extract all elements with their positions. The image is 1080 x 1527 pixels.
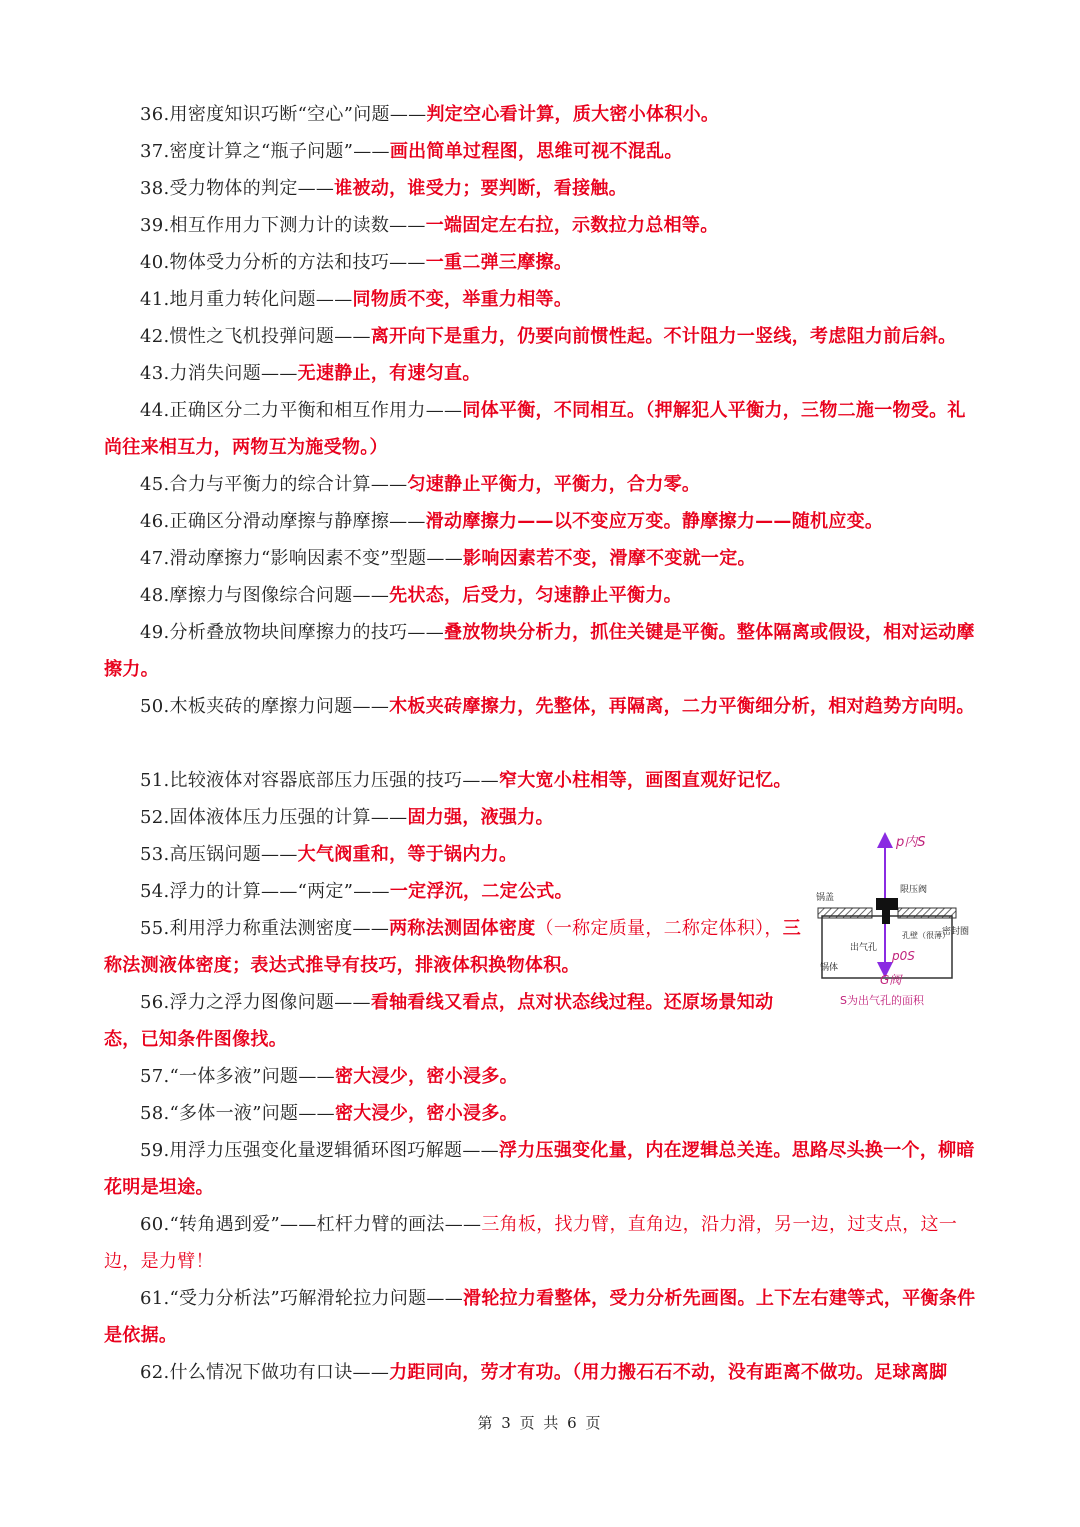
label-body: 锅体: [820, 963, 839, 973]
label-valve: 限压阀: [900, 885, 928, 895]
list-item-60: 60.“转角遇到爱”——杠杆力臂的画法——三角板，找力臂，直角边，沿力滑，另一边，过支点，这一边，是力臂！: [104, 1214, 958, 1272]
list-item-36: 36.用密度知识巧断“空心”问题——判定空心看计算，质大密小体积小。: [140, 104, 720, 125]
label-outlet: 出气孔: [850, 943, 878, 953]
pressure-cooker-diagram: [812, 828, 982, 1013]
list-item-56: 56.浮力之浮力图像问题——看轴看线又看点，点对状态线过程。还原场景知动态，已知条件图像找。: [104, 992, 774, 1050]
list-item-43: 43.力消失问题——无速静止，有速匀直。: [140, 363, 481, 384]
list-item-40: 40.物体受力分析的方法和技巧——一重二弹三摩擦。: [140, 252, 573, 273]
list-item-55: 55.利用浮力称重法测密度——两称法测固体密度（一称定质量，二称定体积），三称法测液体密度；表达式推导有技巧，排液体积换物体积。: [104, 918, 802, 976]
page-footer: 第 3 页 共 6 页: [477, 1414, 603, 1432]
label-seal: 密封圈: [942, 927, 970, 937]
label-lid: 锅盖: [816, 893, 835, 903]
list-item-62: 62.什么情况下做功有口诀——力距同向，劳才有功。（用力搬石石不动，没有距离不做功。足球离脚: [140, 1362, 948, 1383]
list-item-39: 39.相互作用力下测力计的读数——一端固定左右拉，示数拉力总相等。: [140, 215, 719, 236]
cooker-body: [822, 916, 952, 978]
list-item-53: 53.高压锅问题——大气阀重和，等于锅内力。: [140, 844, 518, 865]
list-item-52: 52.固体液体压力压强的计算——固力强，液强力。: [140, 807, 554, 828]
list-item-49: 49.分析叠放物块间摩擦力的技巧——叠放物块分析力，抓住关键是平衡。整体隔离或假设，相对运动摩擦力。: [104, 622, 975, 680]
list-item-45: 45.合力与平衡力的综合计算——匀速静止平衡力，平衡力，合力零。: [140, 474, 701, 495]
list-item-48: 48.摩擦力与图像综合问题——先状态，后受力，匀速静止平衡力。: [140, 585, 682, 606]
list-item-61: 61.“受力分析法”巧解滑轮拉力问题——滑轮拉力看整体，受力分析先画图。上下左右建等式，平衡条件是依据。: [104, 1288, 976, 1346]
list-item-41: 41.地月重力转化问题——同物质不变，举重力相等。: [140, 289, 573, 310]
list-item-42: 42.惯性之飞机投弹问题——离开向下是重力，仍要向前惯性起。不计阻力一竖线，考虑阻力前后斜。: [140, 326, 957, 347]
list-item-44: 44.正确区分二力平衡和相互作用力——同体平衡，不同相互。（押解犯人平衡力，三物二施一物受。礼尚往来相互力，两物互为施受物。）: [104, 400, 966, 458]
label-g-valve: G阀: [880, 973, 902, 987]
label-hole-wall: 孔壁（很薄）: [902, 931, 950, 940]
list-item-58: 58.“多体一液”问题——密大浸少，密小浸多。: [140, 1103, 518, 1124]
lid-left: [818, 908, 872, 918]
list-item-51: 51.比较液体对容器底部压力压强的技巧——窄大宽小柱相等，画图直观好记忆。: [140, 770, 792, 791]
lid-right: [898, 908, 956, 918]
list-item-54: 54.浮力的计算——“两定”——一定浮沉，二定公式。: [140, 881, 573, 902]
list-item-57: 57.“一体多液”问题——密大浸少，密小浸多。: [140, 1066, 518, 1087]
figure-caption: S为出气孔的面积: [840, 994, 924, 1007]
list-item-37: 37.密度计算之“瓶子问题”——画出简单过程图，思维可视不混乱。: [140, 141, 683, 162]
list-item-59: 59.用浮力压强变化量逻辑循环图巧解题——浮力压强变化量，内在逻辑总关连。思路尽头换一个，柳暗花明是坦途。: [104, 1140, 975, 1198]
list-item-38: 38.受力物体的判定——谁被动，谁受力；要判断，看接触。: [140, 178, 628, 199]
list-item-47: 47.滑动摩擦力“影响因素不变”型题——影响因素若不变，滑摩不变就一定。: [140, 548, 756, 569]
list-item-50: 50.木板夹砖的摩擦力问题——木板夹砖摩擦力，先整体，再隔离，二力平衡细分析，相对趋势方向明。: [140, 696, 975, 717]
label-pin-s: p内S: [896, 835, 926, 850]
valve: [876, 898, 898, 910]
label-p0s: p0S: [892, 949, 915, 963]
list-item-46: 46.正确区分滑动摩擦与静摩擦——滑动摩擦力——以不变应万变。静摩擦力——随机应变。: [140, 511, 884, 532]
